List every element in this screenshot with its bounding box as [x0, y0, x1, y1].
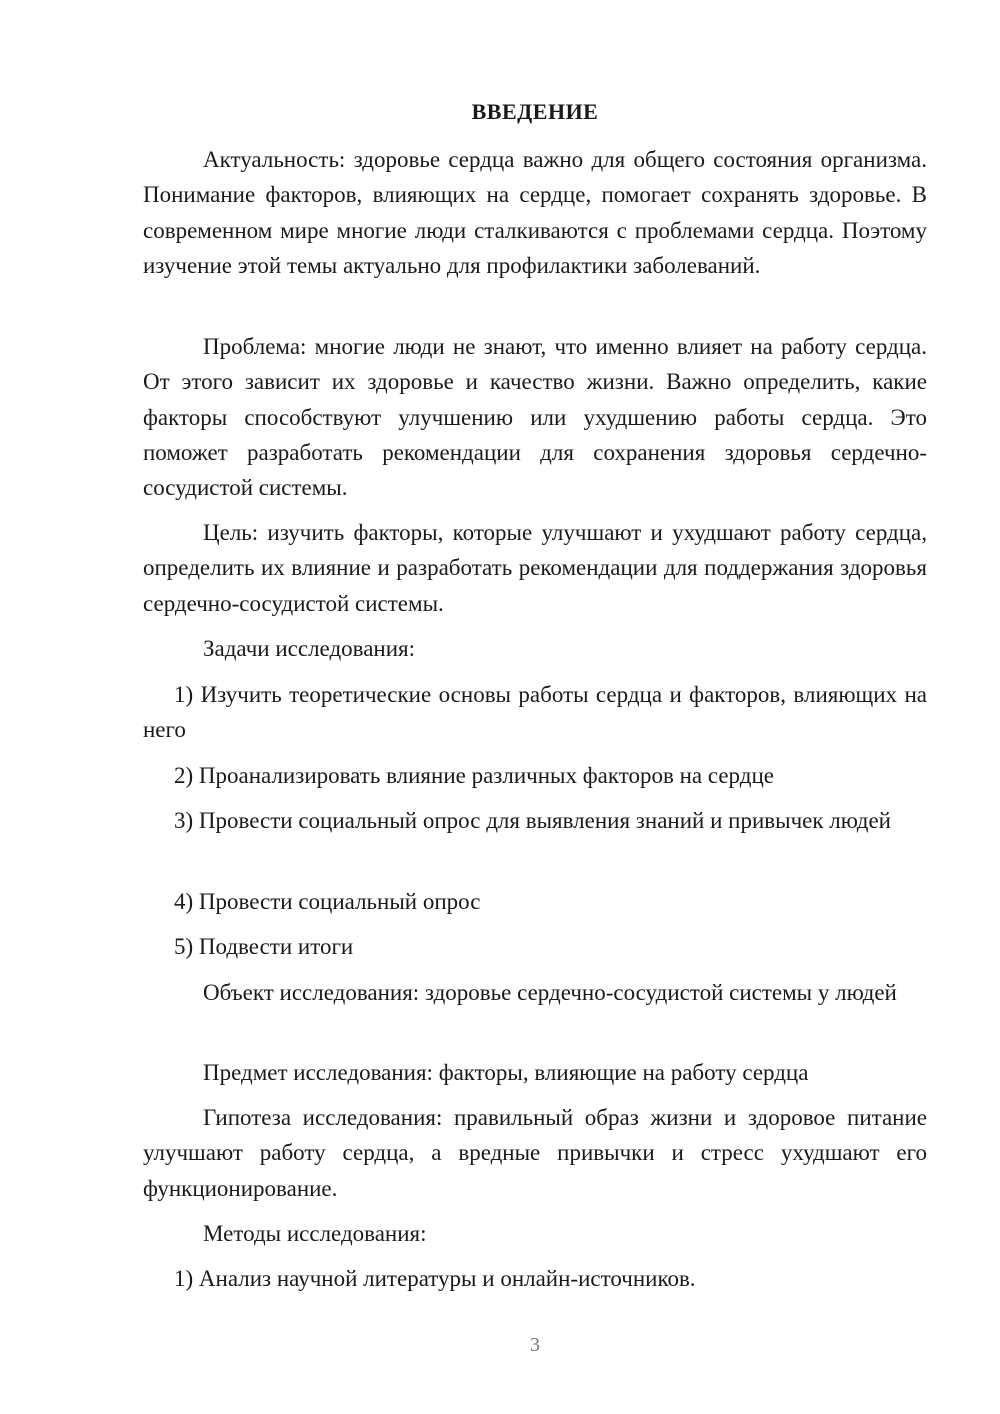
page-number: 3 [530, 1334, 540, 1356]
subject-paragraph: Предмет исследования: факторы, влияющие на работу сердца [203, 1060, 809, 1085]
task-item: 4) Провести социальный опрос [174, 889, 481, 914]
method-item: 1) Анализ научной литературы и онлайн-источников. [174, 1266, 696, 1291]
problem-paragraph: Проблема: многие люди не знают, что именно влияет на работу сердца. От этого зависит их здоровье и качество жизни. Важно определить, какие факторы способствуют улучшению или ухудшению работы сердца. Это поможет разработать рекомендации для сохранения здоровья сердечно-сосудистой системы. [143, 334, 927, 501]
task-item: 2) Проанализировать влияние различных факторов на сердце [174, 763, 774, 788]
section-title: ВВЕДЕНИЕ [471, 99, 599, 124]
methods-heading: Методы исследования: [203, 1221, 427, 1246]
hypothesis-paragraph: Гипотеза исследования: правильный образ жизни и здоровое питание улучшают работу сердца, а вредные привычки и стресс ухудшают его функционирование. [143, 1105, 927, 1201]
object-paragraph: Объект исследования: здоровье сердечно-сосудистой системы у людей [203, 980, 897, 1005]
tasks-heading: Задачи исследования: [203, 636, 416, 661]
relevance-paragraph: Актуальность: здоровье сердца важно для общего состояния организма. Понимание факторов, влияющих на сердце, помогает сохранять здоровье. В современном мире многие люди сталкиваются с проблемами сердца. Поэтому изучение этой темы актуально для профилактики заболеваний. [143, 147, 927, 278]
task-item: 1) Изучить теоретические основы работы сердца и факторов, влияющих на него [143, 682, 927, 743]
task-item: 3) Провести социальный опрос для выявления знаний и привычек людей [174, 808, 891, 833]
task-item: 5) Подвести итоги [174, 934, 354, 959]
goal-paragraph: Цель: изучить факторы, которые улучшают и ухудшают работу сердца, определить их влияние и разработать рекомендации для поддержания здоровья сердечно-сосудистой системы. [143, 520, 927, 616]
